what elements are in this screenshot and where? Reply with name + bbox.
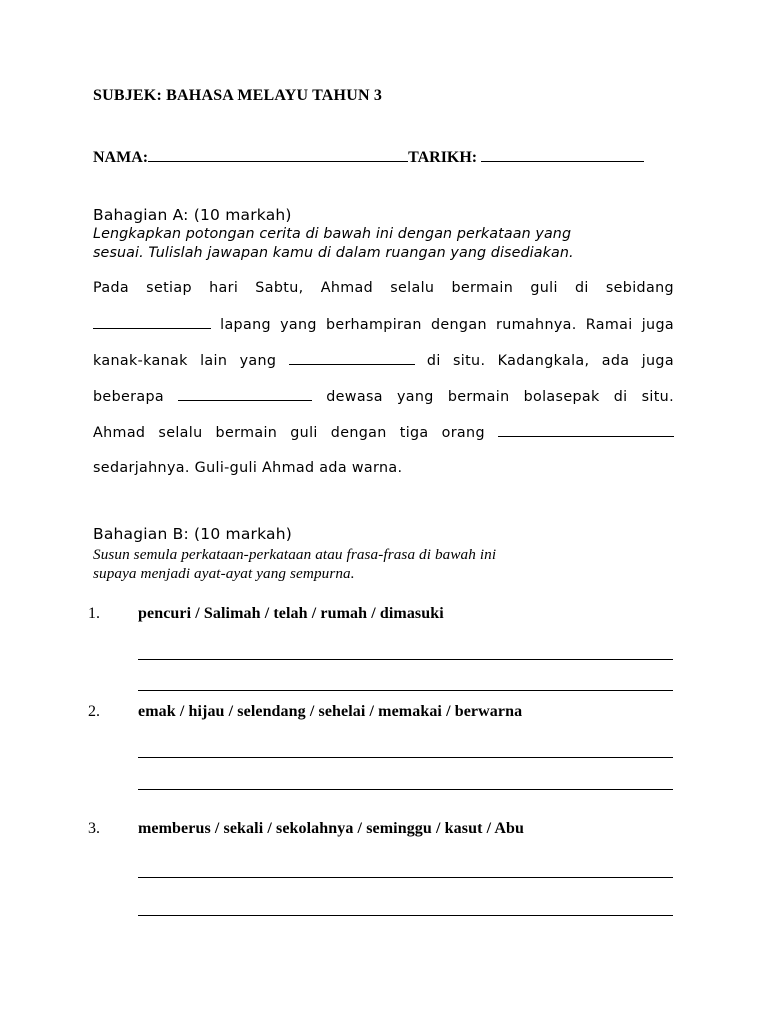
answer-line[interactable] [138,757,673,758]
section-a-title: Bahagian A: (10 markah) [93,206,292,224]
name-blank[interactable] [148,148,408,162]
passage-word: tiga [399,425,429,441]
passage-word: di [574,280,589,296]
passage-word: hari [209,280,239,296]
passage-line-3 [93,350,674,386]
passage-line-6 [93,458,674,494]
answer-blank-2[interactable] [289,350,415,365]
passage-word: sebidang [605,280,674,296]
passage-word: juga [641,317,674,333]
passage-word: setiap [146,280,192,296]
passage-line-5 [93,422,674,458]
passage-line-2 [93,314,674,350]
question-number: 2. [88,703,100,720]
passage-word: lain [200,353,228,369]
passage-word: Kadangkala, [497,353,590,369]
passage-word: di [426,353,441,369]
section-a-instruction [93,225,653,263]
passage-word: bermain [215,425,278,441]
date-label: TARIKH: [408,149,478,166]
passage-word: rumahnya. [496,317,577,333]
passage-word: bermain [447,389,510,405]
passage-line-1 [93,278,674,314]
passage-word: sedarjahnya. Guli-guli Ahmad ada warna. [93,460,403,476]
question-words: pencuri / Salimah / telah / rumah / dimasuki [138,605,444,622]
section-b-instruction-line: Susun semula perkataan-perkataan atau frasa-frasa di bawah ini [93,546,497,563]
passage-word: Sabtu, [255,280,304,296]
question-words: emak / hijau / selendang / sehelai / memakai / berwarna [138,703,523,720]
name-label: NAMA: [93,149,149,166]
passage-word: di [613,389,628,405]
story-passage [93,278,674,494]
section-a-instruction-line: Lengkapkan potongan cerita di bawah ini dengan perkataan yang [93,226,572,242]
section-b-instruction [93,545,613,583]
answer-line[interactable] [138,690,673,691]
passage-word: bermain [451,280,514,296]
answer-line[interactable] [138,659,673,660]
answer-blank-3[interactable] [178,386,312,401]
passage-word: dengan [430,317,487,333]
passage-word: lapang [220,317,271,333]
passage-word: selalu [158,425,203,441]
passage-word: beberapa [93,389,165,405]
passage-word: Ahmad [320,280,374,296]
passage-word: situ. [641,389,674,405]
subject-title: SUBJEK: BAHASA MELAYU TAHUN 3 [93,87,383,104]
question-number: 3. [88,820,100,837]
date-blank[interactable] [481,148,644,162]
answer-line[interactable] [138,789,673,790]
passage-word: yang [239,353,277,369]
section-a-instruction-line: sesuai. Tulislah jawapan kamu di dalam ruangan yang disediakan. [93,245,574,261]
passage-word: situ. [452,353,486,369]
passage-word: guli [530,280,558,296]
section-b-instruction-line: supaya menjadi ayat-ayat yang sempurna. [93,565,355,582]
passage-word: berhampiran [325,317,422,333]
passage-word: dewasa [326,389,383,405]
passage-word: kanak-kanak [93,353,188,369]
passage-word: yang [396,389,434,405]
question-number: 1. [88,605,100,622]
passage-word: yang [280,317,317,333]
name-date-row [93,148,644,167]
question-words: memberus / sekali / sekolahnya / seminggu / kasut / Abu [138,820,525,837]
passage-word: juga [641,353,674,369]
passage-word: Ramai [585,317,633,333]
passage-line-4 [93,386,674,422]
passage-word: orang [441,425,485,441]
passage-word: selalu [390,280,435,296]
passage-word: ada [601,353,630,369]
passage-word: Pada [93,280,129,296]
answer-blank-1[interactable] [93,314,211,329]
section-b-title: Bahagian B: (10 markah) [93,525,292,543]
passage-word: dengan [330,425,387,441]
answer-blank-4[interactable] [498,422,674,437]
passage-word: bolasepak [523,389,600,405]
answer-line[interactable] [138,915,673,916]
passage-word: Ahmad [93,425,146,441]
passage-word: guli [290,425,318,441]
answer-line[interactable] [138,877,673,878]
